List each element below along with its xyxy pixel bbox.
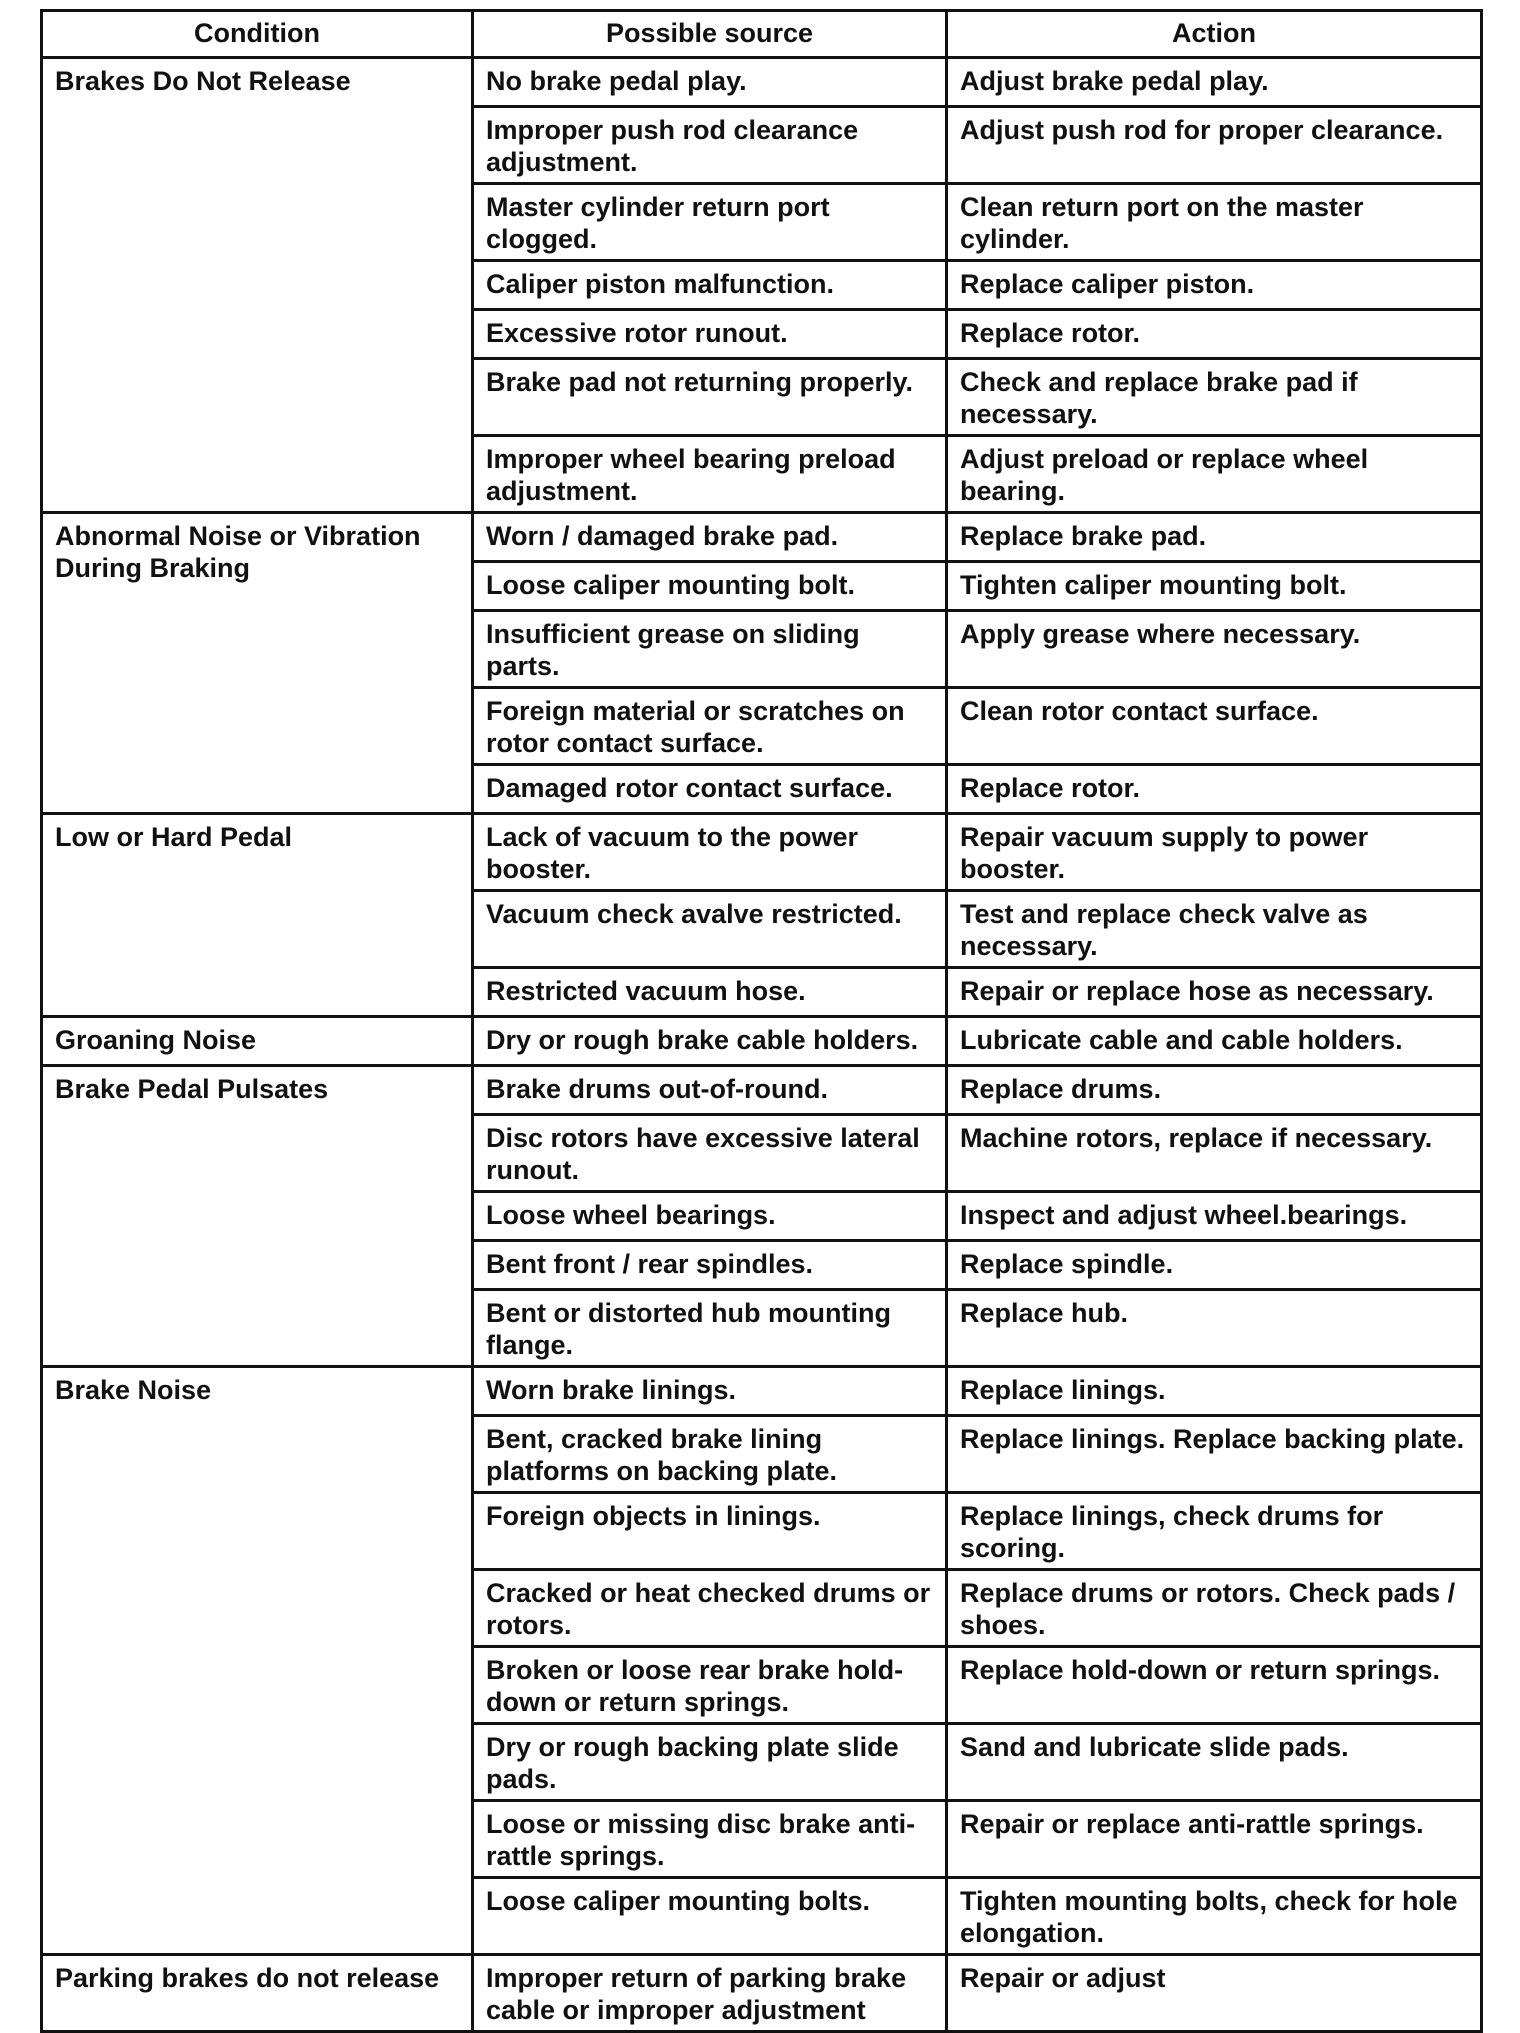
action-cell: Replace spindle. bbox=[947, 1241, 1482, 1290]
action-cell: Repair or replace hose as necessary. bbox=[947, 968, 1482, 1017]
possible-source-cell: Loose caliper mounting bolts. bbox=[473, 1878, 947, 1955]
condition-cell: Brakes Do Not Release bbox=[42, 58, 473, 513]
possible-source-cell: Master cylinder return port clogged. bbox=[473, 184, 947, 261]
possible-source-cell: Dry or rough brake cable holders. bbox=[473, 1017, 947, 1066]
action-cell: Adjust push rod for proper clearance. bbox=[947, 107, 1482, 184]
column-header-condition: Condition bbox=[42, 11, 473, 58]
action-cell: Apply grease where necessary. bbox=[947, 611, 1482, 688]
action-cell: Tighten caliper mounting bolt. bbox=[947, 562, 1482, 611]
table-row bbox=[42, 1367, 1482, 1416]
action-cell: Inspect and adjust wheel.bearings. bbox=[947, 1192, 1482, 1241]
condition-cell: Brake Pedal Pulsates bbox=[42, 1066, 473, 1367]
action-cell: Adjust preload or replace wheel bearing. bbox=[947, 436, 1482, 513]
possible-source-cell: Vacuum check avalve restricted. bbox=[473, 891, 947, 968]
action-cell: Lubricate cable and cable holders. bbox=[947, 1017, 1482, 1066]
troubleshooting-sheet bbox=[40, 9, 1480, 2033]
possible-source-cell: Insufficient grease on sliding parts. bbox=[473, 611, 947, 688]
action-cell: Replace hold-down or return springs. bbox=[947, 1647, 1482, 1724]
action-cell: Clean return port on the master cylinder. bbox=[947, 184, 1482, 261]
table-row bbox=[42, 58, 1482, 107]
possible-source-cell: Dry or rough backing plate slide pads. bbox=[473, 1724, 947, 1801]
action-cell: Replace rotor. bbox=[947, 765, 1482, 814]
possible-source-cell: Lack of vacuum to the power booster. bbox=[473, 814, 947, 891]
action-cell: Machine rotors, replace if necessary. bbox=[947, 1115, 1482, 1192]
action-cell: Replace linings, check drums for scoring. bbox=[947, 1493, 1482, 1570]
possible-source-cell: Brake drums out-of-round. bbox=[473, 1066, 947, 1115]
action-cell: Replace drums or rotors. Check pads / shoes. bbox=[947, 1570, 1482, 1647]
action-cell: Replace linings. bbox=[947, 1367, 1482, 1416]
possible-source-cell: Excessive rotor runout. bbox=[473, 310, 947, 359]
action-cell: Repair or replace anti-rattle springs. bbox=[947, 1801, 1482, 1878]
action-cell: Replace brake pad. bbox=[947, 513, 1482, 562]
possible-source-cell: Improper push rod clearance adjustment. bbox=[473, 107, 947, 184]
action-cell: Replace caliper piston. bbox=[947, 261, 1482, 310]
action-cell: Sand and lubricate slide pads. bbox=[947, 1724, 1482, 1801]
condition-cell: Low or Hard Pedal bbox=[42, 814, 473, 1017]
action-cell: Replace linings. Replace backing plate. bbox=[947, 1416, 1482, 1493]
possible-source-cell: Loose wheel bearings. bbox=[473, 1192, 947, 1241]
action-cell: Tighten mounting bolts, check for hole elongation. bbox=[947, 1878, 1482, 1955]
action-cell: Clean rotor contact surface. bbox=[947, 688, 1482, 765]
possible-source-cell: Loose caliper mounting bolt. bbox=[473, 562, 947, 611]
possible-source-cell: Bent or distorted hub mounting flange. bbox=[473, 1290, 947, 1367]
action-cell: Replace rotor. bbox=[947, 310, 1482, 359]
header-row bbox=[42, 11, 1482, 58]
possible-source-cell: Loose or missing disc brake anti-rattle springs. bbox=[473, 1801, 947, 1878]
condition-cell: Brake Noise bbox=[42, 1367, 473, 1955]
column-header-action: Action bbox=[947, 11, 1482, 58]
table-row bbox=[42, 1955, 1482, 2032]
possible-source-cell: Brake pad not returning properly. bbox=[473, 359, 947, 436]
action-cell: Check and replace brake pad if necessary. bbox=[947, 359, 1482, 436]
action-cell: Test and replace check valve as necessary. bbox=[947, 891, 1482, 968]
possible-source-cell: Broken or loose rear brake hold-down or return springs. bbox=[473, 1647, 947, 1724]
possible-source-cell: Restricted vacuum hose. bbox=[473, 968, 947, 1017]
possible-source-cell: Improper return of parking brake cable or improper adjustment bbox=[473, 1955, 947, 2032]
table-row bbox=[42, 513, 1482, 562]
brake-troubleshooting-table bbox=[40, 9, 1483, 2033]
possible-source-cell: Bent front / rear spindles. bbox=[473, 1241, 947, 1290]
table-row bbox=[42, 814, 1482, 891]
possible-source-cell: No brake pedal play. bbox=[473, 58, 947, 107]
possible-source-cell: Caliper piston malfunction. bbox=[473, 261, 947, 310]
table-body bbox=[42, 58, 1482, 2032]
condition-cell: Groaning Noise bbox=[42, 1017, 473, 1066]
possible-source-cell: Worn / damaged brake pad. bbox=[473, 513, 947, 562]
possible-source-cell: Bent, cracked brake lining platforms on backing plate. bbox=[473, 1416, 947, 1493]
possible-source-cell: Foreign objects in linings. bbox=[473, 1493, 947, 1570]
action-cell: Repair vacuum supply to power booster. bbox=[947, 814, 1482, 891]
table-header bbox=[42, 11, 1482, 58]
possible-source-cell: Disc rotors have excessive lateral runout. bbox=[473, 1115, 947, 1192]
condition-cell: Parking brakes do not release bbox=[42, 1955, 473, 2032]
action-cell: Replace drums. bbox=[947, 1066, 1482, 1115]
action-cell: Adjust brake pedal play. bbox=[947, 58, 1482, 107]
column-header-possible-source: Possible source bbox=[473, 11, 947, 58]
possible-source-cell: Damaged rotor contact surface. bbox=[473, 765, 947, 814]
action-cell: Replace hub. bbox=[947, 1290, 1482, 1367]
condition-cell: Abnormal Noise or Vibration During Braking bbox=[42, 513, 473, 814]
possible-source-cell: Foreign material or scratches on rotor contact surface. bbox=[473, 688, 947, 765]
table-row bbox=[42, 1017, 1482, 1066]
possible-source-cell: Worn brake linings. bbox=[473, 1367, 947, 1416]
possible-source-cell: Improper wheel bearing preload adjustment. bbox=[473, 436, 947, 513]
table-row bbox=[42, 1066, 1482, 1115]
possible-source-cell: Cracked or heat checked drums or rotors. bbox=[473, 1570, 947, 1647]
action-cell: Repair or adjust bbox=[947, 1955, 1482, 2032]
